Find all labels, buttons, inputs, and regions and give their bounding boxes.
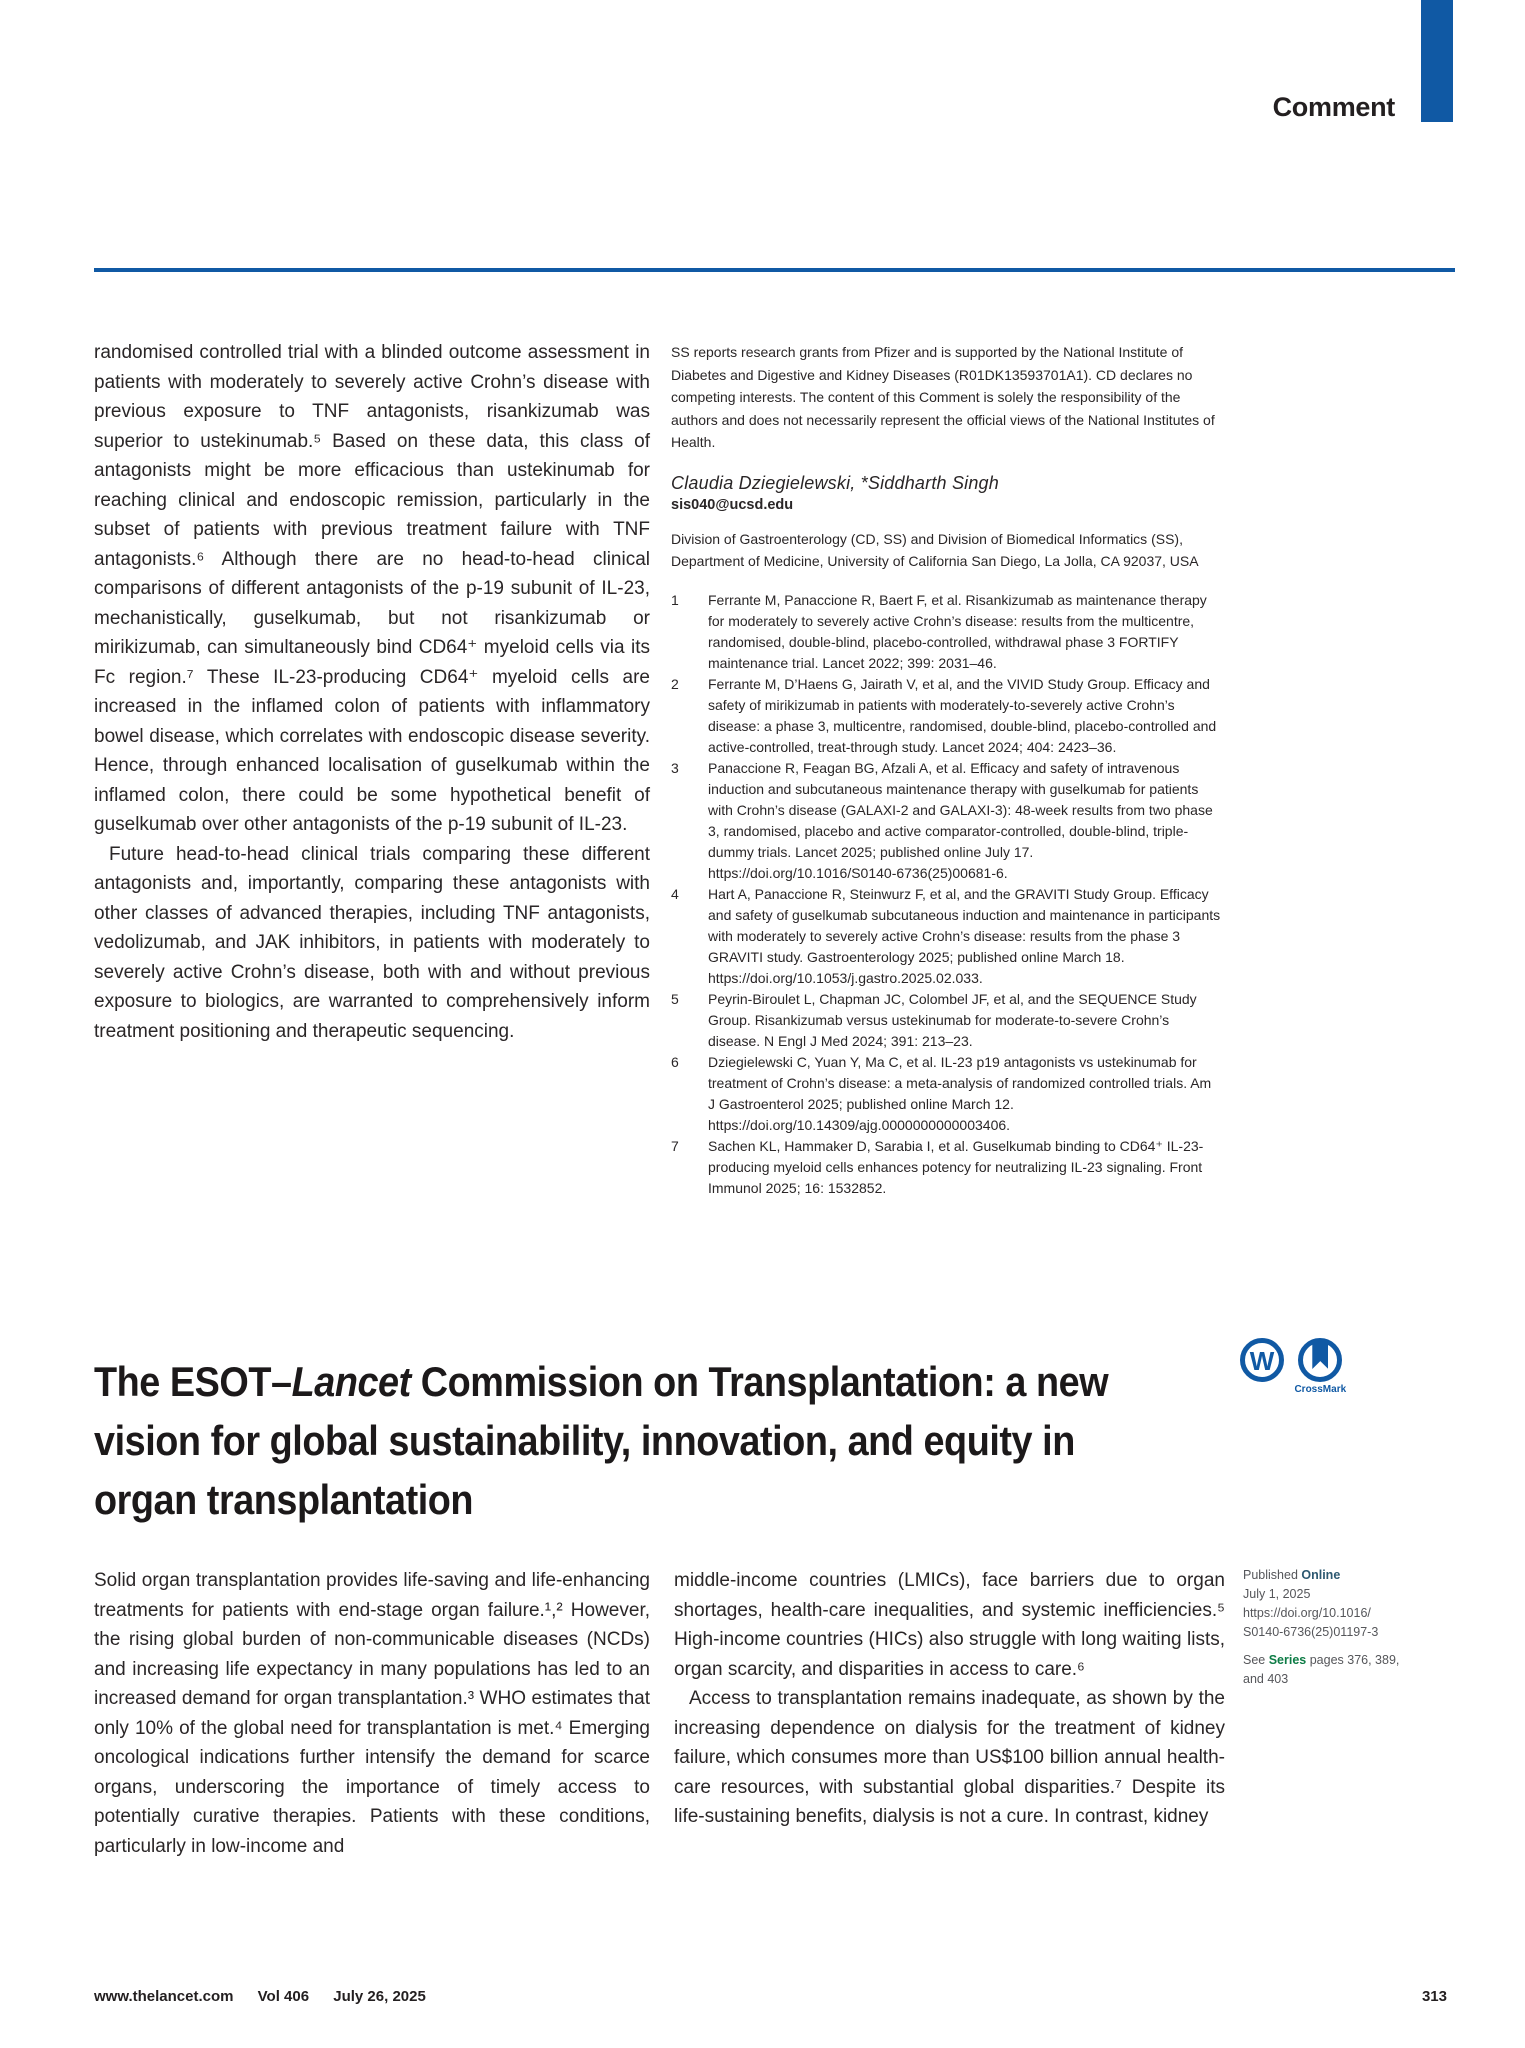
series-label: Series (1268, 1653, 1307, 1667)
title-text: Commission on Transplantation: a new (410, 1358, 1109, 1405)
page-number: 313 (1421, 1988, 1447, 2005)
reference-text: Ferrante M, Panaccione R, Baert F, et al. Risankizumab as maintenance therapy for moderately to severely active Crohn’s disease: results from the multicentre, randomised, double-blind, placebo-controlled, withdrawal phase 3 FORTIFY maintenance trial. Lancet 2022; 399: 2031–46. (708, 591, 1207, 671)
footer-site-url: www.thelancet.com (94, 1988, 234, 2005)
reference-item (671, 590, 1222, 674)
see-pages: pages 376, 389, (1306, 1653, 1400, 1667)
published-online-label: Online (1301, 1568, 1341, 1582)
comment-paragraph: Future head-to-head clinical trials comparing these different antagonists and, importantly, comparing these antagonists with other classes of advanced therapies, including TNF antagonists, vedolizumab, and JAK inhibitors, in patients with moderately to severely active Crohn’s disease, both with and without previous exposure to biologics, are warranted to comprehensively inform treatment positioning and therapeutic sequencing. (94, 843, 650, 1042)
w-circle-icon[interactable]: W (1240, 1338, 1284, 1382)
title-journal-italic: Lancet (291, 1358, 411, 1405)
reference-number: 3 (671, 759, 679, 776)
bookmark-icon (1312, 1341, 1328, 1369)
series-body-column-1 (94, 1566, 650, 1861)
series-paragraph: middle-income countries (LMICs), face barriers due to organ shortages, health-care inequalities, and systemic inefficiencies.⁵ High-income countries (HICs) also struggle with long waiting lists, organ scarcity, and disparities in access to care.⁶ (674, 1570, 1225, 1680)
page-footer (94, 1988, 446, 2005)
title-line-3: organ transplantation (94, 1476, 474, 1523)
reference-number: 7 (671, 1137, 679, 1154)
margin-note (1243, 1566, 1418, 1689)
crossmark-badge[interactable] (1294, 1338, 1346, 1395)
published-prefix: Published (1243, 1568, 1302, 1582)
reference-text: Hart A, Panaccione R, Steinwurz F, et al, and the GRAVITI Study Group. Efficacy and safety of guselkumab subcutaneous induction and maintenance in participants with moderately to severely active Crohn’s disease: results from the phase 3 GRAVITI study. Gastroenterology 2025; published online March 18. https://doi.org/10.1053/j.gastro.2025.02.033. (708, 885, 1221, 986)
funding-statement: SS reports research grants from Pfizer and is supported by the National Institute of Diabetes and Digestive and Kidney Diseases (R01DK13593701A1). CD declares no competing interests. The content of this Comment is solely the responsibility of the authors and does not necessarily represent the official views of the National Institutes of Health. (671, 344, 1215, 450)
section-label: Comment (1272, 92, 1395, 122)
reference-item (671, 1052, 1222, 1136)
reference-item (671, 758, 1222, 884)
reference-list (671, 590, 1222, 1199)
reference-text: Peyrin-Biroulet L, Chapman JC, Colombel JF, et al, and the SEQUENCE Study Group. Risankizumab versus ustekinumab for moderate-to-severe Crohn’s disease. N Engl J Med 2024; 391: 213–23. (708, 990, 1197, 1049)
title-text: The ESOT– (94, 1358, 292, 1405)
series-body-column-2 (674, 1566, 1225, 1832)
reference-text: Ferrante M, D’Haens G, Jairath V, et al, and the VIVID Study Group. Efficacy and safety of mirikizumab in patients with moderately-to-severely active Crohn’s disease: a phase 3, multicentre, randomised, double-blind, placebo-controlled and active-controlled, treat-through study. Lancet 2024; 404: 2423–36. (708, 675, 1217, 755)
reference-number: 2 (671, 675, 679, 692)
section-corner-bar (1421, 0, 1453, 122)
reference-item (671, 1136, 1222, 1199)
footer-volume: Vol 406 (257, 1988, 310, 2005)
comment-info-column (671, 341, 1222, 1199)
doi-link[interactable]: https://doi.org/10.1016/ (1243, 1606, 1371, 1620)
reference-number: 5 (671, 990, 679, 1007)
reference-item (671, 674, 1222, 758)
doi-link[interactable]: S0140-6736(25)01197-3 (1243, 1625, 1379, 1639)
series-article-title (94, 1352, 1282, 1529)
author-names: Claudia Dziegielewski, *Siddharth Singh (671, 472, 999, 493)
series-paragraph: Access to transplantation remains inadequate, as shown by the increasing dependence on dialysis for the treatment of kidney failure, which consumes more than US$100 billion annual health-care resources, with substantial global disparities.⁷ Despite its life-sustaining benefits, dialysis is not a cure. In contrast, kidney (674, 1688, 1225, 1827)
margin-note-spacer (1243, 1642, 1418, 1651)
header-divider-rule (94, 268, 1455, 272)
reference-item (671, 884, 1222, 989)
see-series-note[interactable] (1243, 1651, 1418, 1670)
reference-text: Panaccione R, Feagan BG, Afzali A, et al. Efficacy and safety of intravenous induction and subcutaneous maintenance therapy with guselkumab for patients with Crohn’s disease (GALAXI-2 and GALAXI-3): 48-week results from two phase 3, randomised, placebo and active comparator-controlled, double-blind, triple-dummy trials. Lancet 2025; published online July 17. https://doi.org/10.1016/S0140-6736(25)00681-6. (708, 759, 1213, 881)
footer-date: July 26, 2025 (333, 1988, 426, 2005)
author-affiliation: Division of Gastroenterology (CD, SS) and Division of Biomedical Informatics (SS), Department of Medicine, University of California San Diego, La Jolla, CA 92037, USA (671, 530, 1199, 569)
published-online-line (1243, 1566, 1418, 1585)
crossmark-label: CrossMark (1294, 1384, 1347, 1395)
author-email-link[interactable]: sis040@ucsd.edu (671, 496, 794, 513)
article-badges (1240, 1338, 1400, 1397)
crossmark-icon (1298, 1338, 1342, 1382)
title-line-1 (94, 1352, 1282, 1411)
published-date: July 1, 2025 (1243, 1587, 1311, 1601)
comment-body-column (94, 338, 650, 1046)
reference-text: Dziegielewski C, Yuan Y, Ma C, et al. IL-23 p19 antagonists vs ustekinumab for treatment of Crohn’s disease: a meta-analysis of randomized controlled trials. Am J Gastroenterol 2025; published online March 12. https://doi.org/10.14309/ajg.0000000000003406. (708, 1053, 1212, 1133)
see-prefix: See (1243, 1653, 1269, 1667)
reference-number: 1 (671, 591, 679, 608)
reference-text: Sachen KL, Hammaker D, Sarabia I, et al. Guselkumab binding to CD64⁺ IL-23-producing myeloid cells enhances potency for neutralizing IL-23 signaling. Front Immunol 2025; 16: 1532852. (708, 1137, 1204, 1196)
title-line-2: vision for global sustainability, innovation, and equity in (94, 1417, 1075, 1464)
reference-number: 6 (671, 1053, 679, 1070)
reference-number: 4 (671, 885, 679, 902)
reference-item (671, 989, 1222, 1052)
series-paragraph: Solid organ transplantation provides life-saving and life-enhancing treatments for patients with end-stage organ failure.¹,² However, the rising global burden of non-communicable diseases (NCDs) and increasing life expectancy in many populations has led to an increased demand for organ transplantation.³ WHO estimates that only 10% of the global need for transplantation is met.⁴ Emerging oncological indications further intensify the demand for scarce organs, underscoring the importance of timely access to potentially curative therapies. Patients with these conditions, particularly in low-income and (94, 1570, 650, 1857)
comment-paragraph: randomised controlled trial with a blinded outcome assessment in patients with moderately to severely active Crohn’s disease with previous exposure to TNF antagonists, risankizumab was superior to ustekinumab.⁵ Based on these data, this class of antagonists might be more efficacious than ustekinumab for reaching clinical and endoscopic remission, particularly in the subset of patients with previous treatment failure with TNF antagonists.⁶ Although there are no head-to-head clinical comparisons of different antagonists of the p-19 subunit of IL-23, mechanistically, guselkumab, but not risankizumab or mirikizumab, can simultaneously bind CD64⁺ myeloid cells via its Fc region.⁷ These IL-23-producing CD64⁺ myeloid cells are increased in the inflamed colon of patients with inflammatory bowel disease, which correlates with endoscopic disease severity. Hence, through enhanced localisation of guselkumab within the inflamed colon, there could be some hypothetical benefit of guselkumab over other antagonists of the p-19 subunit of IL-23. (94, 342, 650, 835)
see-series-note-line2: and 403 (1243, 1672, 1289, 1686)
